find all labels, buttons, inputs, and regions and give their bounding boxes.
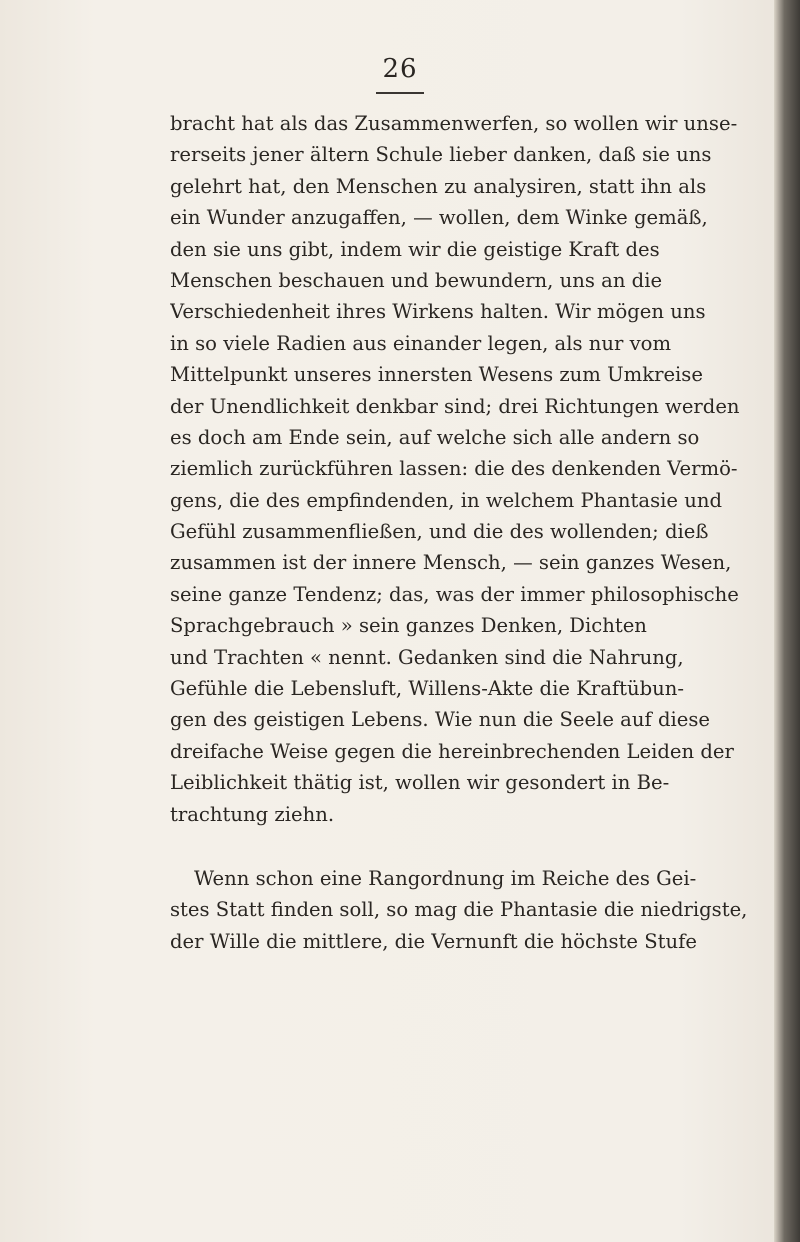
text-line: trachtung ziehn. — [170, 802, 335, 826]
text-line: dreifache Weise gegen die hereinbrechenden Leiden der — [170, 739, 734, 763]
text-line: der Unendlichkeit denkbar sind; drei Richtungen werden — [170, 394, 740, 418]
paragraph-gap — [170, 830, 782, 863]
text-line: stes Statt finden soll, so mag die Phantasie die niedrigste, — [170, 898, 748, 922]
body-text — [170, 108, 782, 957]
text-line: rerseits jener ältern Schule lieber danken, daß sie uns — [170, 143, 712, 167]
text-line: gens, die des empfindenden, in welchem Phantasie und — [170, 488, 723, 512]
text-line: Leiblichkeit thätig ist, wollen wir gesondert in Be- — [170, 771, 670, 795]
text-line: seine ganze Tendenz; das, was der immer philosophische — [170, 582, 739, 606]
text-line: gelehrt hat, den Menschen zu analysiren, statt ihn als — [170, 174, 707, 198]
paragraph-1 — [170, 108, 782, 830]
text-line: den sie uns gibt, indem wir die geistige Kraft des — [170, 237, 660, 261]
text-line: es doch am Ende sein, auf welche sich alle andern so — [170, 425, 700, 449]
text-line: Sprachgebrauch » sein ganzes Denken, Dichten — [170, 614, 647, 638]
text-line: und Trachten « nennt. Gedanken sind die Nahrung, — [170, 645, 684, 669]
text-line: in so viele Radien aus einander legen, als nur vom — [170, 331, 672, 355]
paragraph-2 — [170, 863, 782, 957]
page-number-rule — [376, 92, 424, 94]
text-line: Wenn schon eine Rangordnung im Reiche des Gei- — [194, 866, 697, 890]
text-line: Menschen beschauen und bewundern, uns an die — [170, 268, 663, 292]
text-line: zusammen ist der innere Mensch, — sein ganzes Wesen, — [170, 551, 732, 575]
text-line: bracht hat als das Zusammenwerfen, so wollen wir unse- — [170, 112, 738, 135]
text-line: Mittelpunkt unseres innersten Wesens zum Umkreise — [170, 363, 703, 387]
text-line: Gefühl zusammenfließen, und die des wollenden; dieß — [170, 520, 709, 544]
text-line: gen des geistigen Lebens. Wie nun die Seele auf diese — [170, 708, 711, 732]
page-number: 26 — [382, 54, 418, 84]
text-line: der Wille die mittlere, die Vernunft die höchste Stufe — [170, 929, 697, 953]
text-line: ziemlich zurückführen lassen: die des denkenden Vermö- — [170, 457, 738, 481]
text-line: Gefühle die Lebensluft, Willens-Akte die Kraftübun- — [170, 677, 685, 701]
text-line: Verschiedenheit ihres Wirkens halten. Wir mögen uns — [170, 300, 706, 324]
text-line: ein Wunder anzugaffen, — wollen, dem Winke gemäß, — [170, 206, 708, 230]
